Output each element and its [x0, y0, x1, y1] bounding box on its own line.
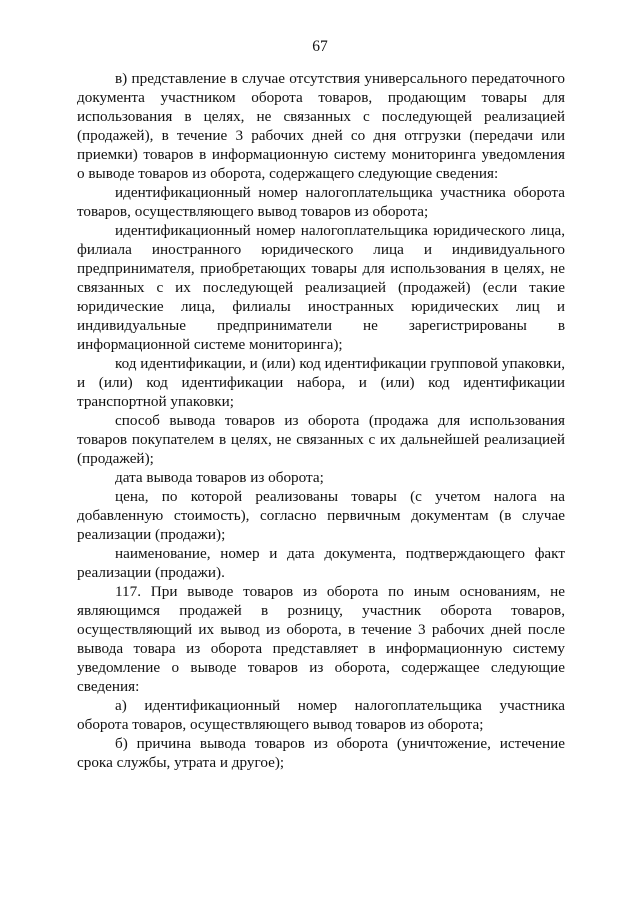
paragraph-b-reason: б) причина вывода товаров из оборота (уничтожение, истечение срока службы, утрата и другое); [77, 735, 565, 771]
paragraph-withdrawal-method: способ вывода товаров из оборота (продажа для использования товаров покупателем в целях, не связанных с их дальнейшей реализацией (продажей); [77, 412, 565, 467]
paragraph-identification-code: код идентификации, и (или) код идентификации групповой упаковки, и (или) код идентификации набора, и (или) код идентификации транспортной упаковки; [77, 355, 565, 410]
document-body [77, 69, 565, 772]
paragraph-a-inn: а) идентификационный номер налогоплательщика участника оборота товаров, осуществляющего вывод товаров из оборота; [77, 697, 565, 733]
paragraph-withdrawal-date: дата вывода товаров из оборота; [115, 469, 324, 486]
paragraph-v-notification: в) представление в случае отсутствия универсального передаточного документа участником оборота товаров, продающим товары для использования в целях, не связанных с последующей реализацией (продажей), в течение 3 рабочих дней со дня отгрузки (передачи или приемки) товаров в информационную систему мониторинга уведомления о выводе товаров из оборота, содержащего следующие сведения: [77, 70, 565, 182]
paragraph-117: 117. При выводе товаров из оборота по иным основаниям, не являющимся продажей в розницу, участник оборота товаров, осуществляющий их вывод из оборота, в течение 3 рабочих дней после вывода товара из оборота представляет в информационную систему уведомление о выводе товаров из оборота, содержащее следующие сведения: [77, 583, 565, 695]
page-number: 67 [312, 38, 328, 55]
paragraph-buyer-inn: идентификационный номер налогоплательщика юридического лица, филиала иностранного юридического лица и индивидуального предпринимателя, приобретающих товары для использования в целях, не связанных с их последующей реализацией (продажей) (если такие юридические лица, филиалы иностранных юридических лиц и индивидуальные предприниматели не зарегистрированы в информационной системе мониторинга); [77, 222, 565, 353]
paragraph-seller-inn: идентификационный номер налогоплательщика участника оборота товаров, осуществляющего вывод товаров из оборота; [77, 184, 565, 220]
paragraph-price: цена, по которой реализованы товары (с учетом налога на добавленную стоимость), согласно первичным документам (в случае реализации (продажи); [77, 488, 565, 543]
paragraph-document: наименование, номер и дата документа, подтверждающего факт реализации (продажи). [77, 545, 565, 581]
